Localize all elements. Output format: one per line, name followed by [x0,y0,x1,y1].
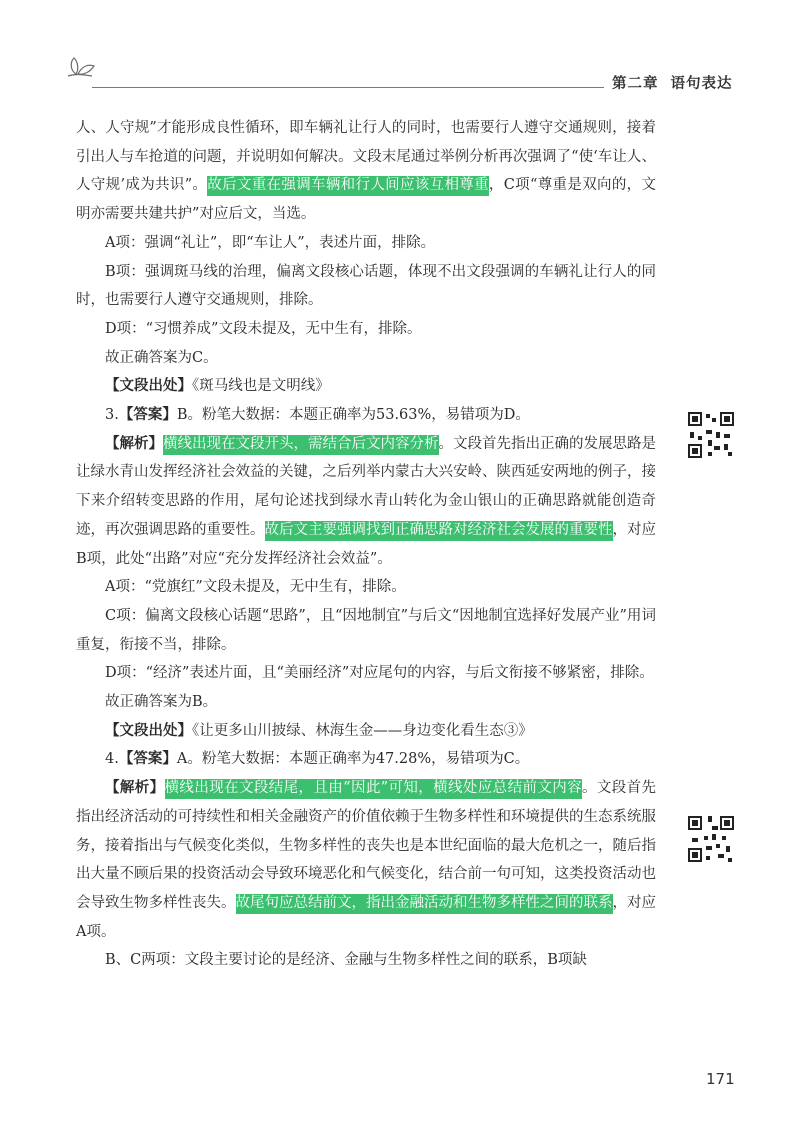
paragraph-1 [76,114,656,229]
option-a-analysis: A项：“党旗红”文段未提及，无中生有，排除。 [105,579,406,596]
text: 人、人守规”才能形成良性循环，即车辆礼让行人的同时，也需要行人遵守交通规则，接着引出人与车抢道的问题，并说明如何解决。文段末尾通过举例分析再次强调了“使‘车让人、人守规’成为共识”。 [76,120,656,194]
page-number: 171 [706,1070,735,1088]
qr-code-icon[interactable] [686,814,736,864]
chapter-heading [612,72,733,93]
analysis-label: 【解析】 [105,779,165,797]
source-label: 【文段出处】 [105,721,192,739]
text: 。文段首先指出正确的发展思路是让绿水青山发挥经济社会效益的关键，之后列举内蒙古大兴安岭、陕西延安两地的例子，接下来介绍转变思路的作用，尾句论述找到绿水青山转化为金山银山的正确思路就能创造奇迹，再次强调思路的重要性。 [76,435,656,538]
answer-line-3 [76,401,656,430]
option-a-analysis: A项：强调“礼让”，即“车让人”，表述片面，排除。 [105,234,436,251]
page-body [76,114,656,975]
source-label: 【文段出处】 [105,377,192,395]
highlight: 故后文主要强调找到正确思路对经济社会发展的重要性 [264,521,613,538]
correct-answer: 故正确答案为B。 [105,694,218,711]
qr-code-icon[interactable] [686,410,736,460]
answer-label: 【答案】 [118,750,177,768]
analysis-3 [76,430,656,574]
text: ，对应A项。 [76,894,656,940]
question-number: 3. [105,407,119,424]
text: ，C项“尊重是双向的，文明亦需要共建共护”对应后文，当选。 [76,177,656,223]
highlight: 横线出现在文段结尾，且由“因此”可知，横线处应总结前文内容 [164,780,582,797]
source-line [76,372,656,401]
analysis-4 [76,774,656,946]
chapter-number: 第二章 [612,76,659,92]
page-header [0,0,800,110]
highlight: 故尾句应总结前文，指出金融活动和生物多样性之间的联系 [235,894,613,911]
analysis-label: 【解析】 [105,434,163,452]
source-line [76,717,656,746]
leaf-icon [64,54,98,78]
option-b-analysis: B项：强调斑马线的治理，偏离文段核心话题，体现不出文段强调的车辆礼让行人的同时，也需要行人遵守交通规则，排除。 [76,263,656,309]
source-text: 《让更多山川披绿、林海生金——身边变化看生态③》 [192,722,533,739]
option-bc-analysis: B、C两项：文段主要讨论的是经济、金融与生物多样性之间的联系，B项缺 [105,952,587,969]
answer-text: B。粉笔大数据：本题正确率为53.63%，易错项为D。 [176,407,530,424]
text: 。文段首先指出经济活动的可持续性和相关金融资产的价值依赖于生物多样性和环境提供的生态系统服务，接着指出与气候变化类似，生物多样性的丧失也是本世纪面临的最大危机之一，随后指出大量不顾后果的投资活动会导致环境恶化和气候变化，结合前一句可知，这类投资活动也会导致生物多样性丧失。 [76,780,657,911]
source-text: 《斑马线也是文明线》 [192,378,330,395]
answer-text: A。粉笔大数据：本题正确率为47.28%，易错项为C。 [176,751,530,768]
header-rule [92,87,604,88]
text: ，对应B项，此处“出路”对应“充分发挥经济社会效益”。 [76,521,656,567]
answer-label: 【答案】 [118,406,177,424]
highlight: 横线出现在文段开头，需结合后文内容分析 [163,435,439,452]
option-c-analysis: C项：偏离文段核心话题“思路”，且“因地制宜”与后文“因地制宜选择好发展产业”用词重复，衔接不当，排除。 [76,607,656,653]
question-number: 4. [105,751,119,768]
answer-line-4 [76,745,656,774]
option-d-analysis: D项：“经济”表述片面，且“美丽经济”对应尾句的内容，与后文衔接不够紧密，排除。 [105,665,654,682]
highlight: 故后文重在强调车辆和行人间应该互相尊重 [207,177,489,194]
chapter-title: 语句表达 [670,76,733,92]
option-d-analysis: D项：“习惯养成”文段未提及，无中生有，排除。 [105,320,422,337]
correct-answer: 故正确答案为C。 [105,349,218,366]
